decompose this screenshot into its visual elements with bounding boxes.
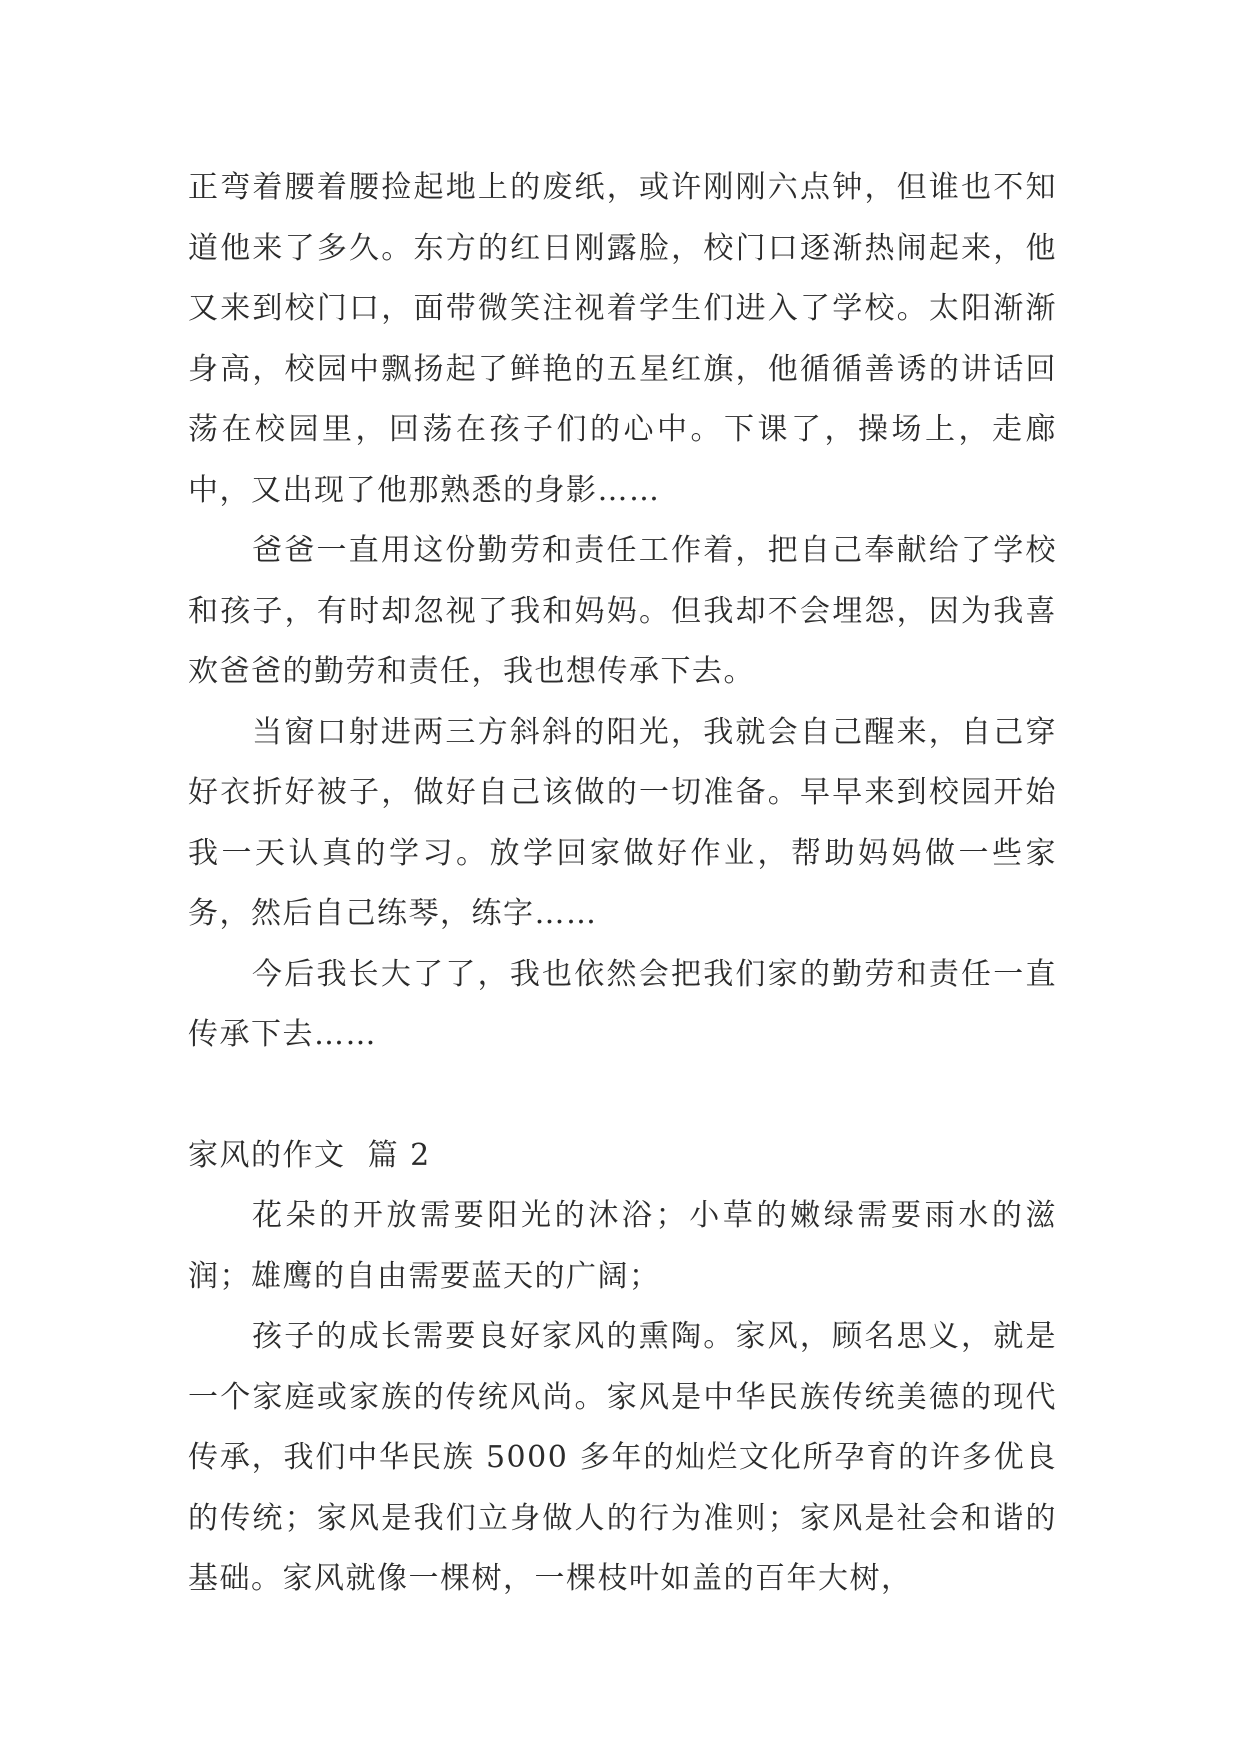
paragraph-continued: 正弯着腰着腰捡起地上的废纸，或许刚刚六点钟，但谁也不知道他来了多久。东方的红日刚露脸，校门口逐渐热闹起来，他又来到校门口，面带微笑注视着学生们进入了学校。太阳渐渐身高，校园中飘扬起了鲜艳的五星红旗，他循循善诱的讲话回荡在校园里，回荡在孩子们的心中。下课了，操场上，走廊中，又出现了他那熟悉的身影…… (188, 170, 1057, 508)
paragraph: 花朵的开放需要阳光的沐浴；小草的嫩绿需要雨水的滋润；雄鹰的自由需要蓝天的广阔； (188, 1198, 1057, 1294)
document-body (188, 158, 1057, 1610)
paragraph: 当窗口射进两三方斜斜的阳光，我就会自己醒来，自己穿好衣折好被子，做好自己该做的一切准备。早早来到校园开始我一天认真的学习。放学回家做好作业，帮助妈妈做一些家务，然后自己练琴，练字…… (188, 714, 1057, 931)
section-title: 家风的作文 篇 2 (188, 1137, 431, 1173)
paragraph: 孩子的成长需要良好家风的熏陶。家风，顾名思义，就是一个家庭或家族的传统风尚。家风是中华民族传统美德的现代传承，我们中华民族 5000 多年的灿烂文化所孕育的许多优良的传统；家风是我们立身做人的行为准则；家风是社会和谐的基础。家风就像一棵树，一棵枝叶如盖的百年大树， (188, 1319, 1057, 1596)
paragraph: 今后我长大了了，我也依然会把我们家的勤劳和责任一直传承下去…… (188, 956, 1057, 1052)
paragraph: 爸爸一直用这份勤劳和责任工作着，把自己奉献给了学校和孩子，有时却忽视了我和妈妈。但我却不会埋怨，因为我喜欢爸爸的勤劳和责任，我也想传承下去。 (188, 533, 1057, 689)
